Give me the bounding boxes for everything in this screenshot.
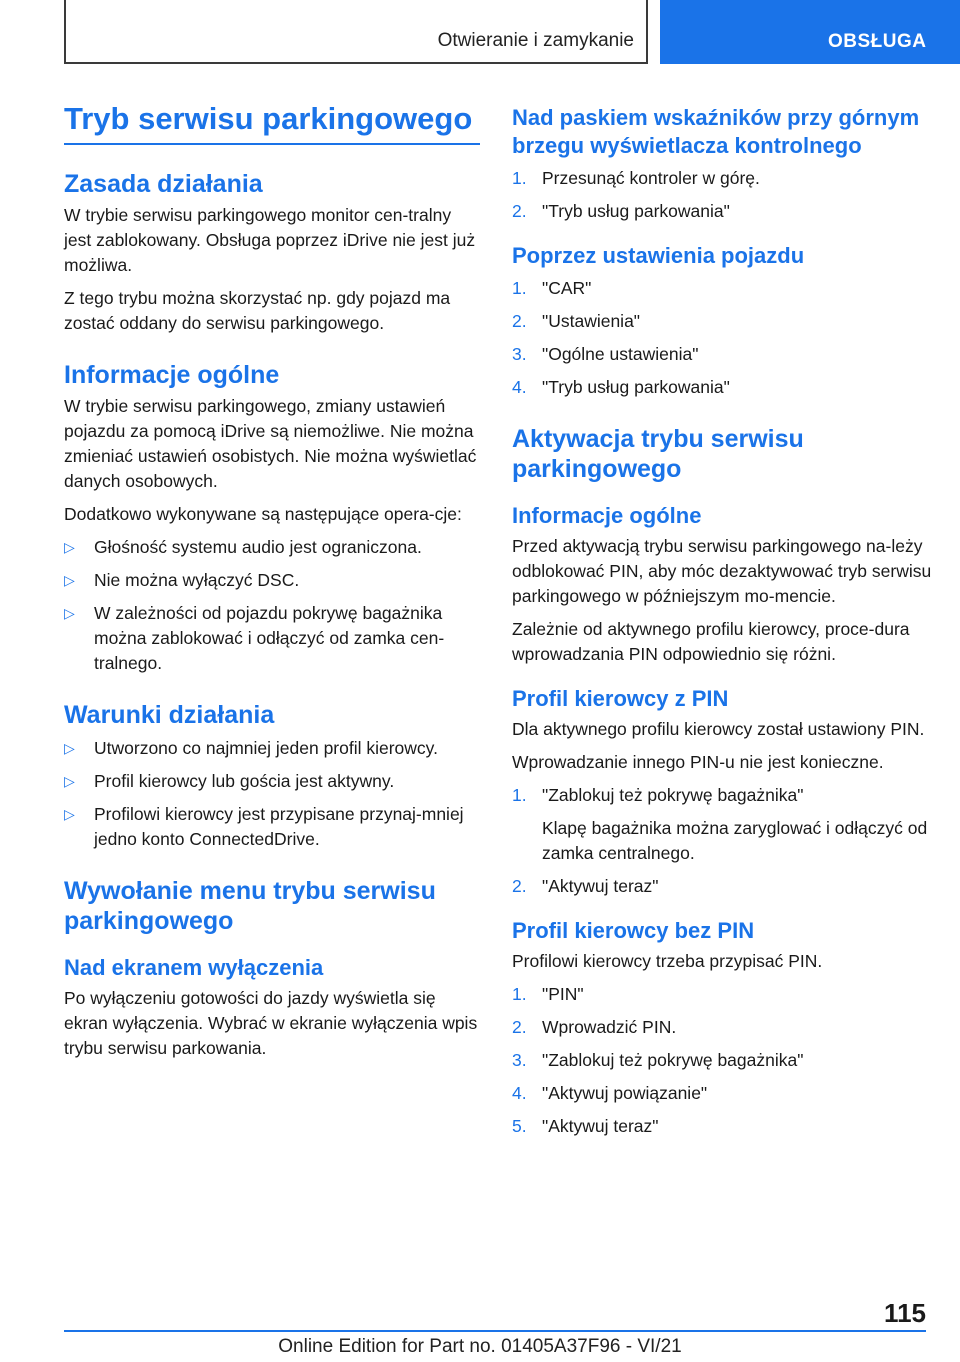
paragraph: Z tego trybu można skorzystać np. gdy pojazd ma zostać oddany do serwisu parkingowego. <box>64 288 451 333</box>
right-column <box>512 100 932 1147</box>
numbered-list <box>512 276 932 400</box>
header-chapter-box <box>64 0 648 64</box>
list-item: 2. "Aktywuj teraz" <box>512 876 659 896</box>
subheading-general-info: Informacje ogólne <box>512 503 702 528</box>
heading-general-info: Informacje ogólne <box>64 361 280 389</box>
subheading-with-pin: Profil kierowcy z PIN <box>512 686 729 711</box>
list-item: ▷ Profil kierowcy lub gościa jest aktywny. <box>64 769 480 794</box>
page-title: Tryb serwisu parkingowego <box>64 100 480 145</box>
paragraph: Po wyłączeniu gotowości do jazdy wyświetla się ekran wyłączenia. Wybrać w ekranie wyłączenia wpis trybu serwisu parkowania. <box>64 988 478 1058</box>
numbered-list <box>512 982 932 1139</box>
bullet-list <box>64 736 480 852</box>
paragraph: Przed aktywacją trybu serwisu parkingowego na-leży odblokować PIN, aby móc dezaktywować tryb serwisu parkingowego w późniejszym mo-mencie. <box>512 536 932 606</box>
footer-edition: Online Edition for Part no. 01405A37F96 - VI/21 <box>278 1336 682 1357</box>
footer-divider <box>64 1330 926 1332</box>
subheading-above-bar: Nad paskiem wskaźników przy górnym brzegu wyświetlacza kontrolnego <box>512 105 920 158</box>
bullet-list <box>64 535 480 676</box>
section-tab-label: OBSŁUGA <box>828 31 927 52</box>
numbered-list <box>512 166 932 224</box>
list-item: ▷ Nie można wyłączyć DSC. <box>64 568 480 593</box>
left-column <box>64 100 480 1069</box>
subheading-off-screen: Nad ekranem wyłączenia <box>64 955 324 980</box>
paragraph: W trybie serwisu parkingowego monitor cen-tralny jest zablokowany. Obsługa poprzez iDrive nie jest już możliwa. <box>64 205 476 275</box>
list-item: 1. "Zablokuj też pokrywę bagażnika" Klapę bagażnika można zaryglować i odłączyć od zamka centralnego. <box>512 783 932 866</box>
heading-principle: Zasada działania <box>64 170 263 198</box>
chapter-title: Otwieranie i zamykanie <box>437 30 634 51</box>
list-item: 5. "Aktywuj teraz" <box>512 1116 659 1136</box>
list-item: 3. "Zablokuj też pokrywę bagażnika" <box>512 1050 804 1070</box>
numbered-list <box>512 783 932 899</box>
triangle-bullet-icon: ▷ <box>64 605 75 621</box>
paragraph: Wprowadzanie innego PIN-u nie jest konieczne. <box>512 752 884 772</box>
list-item: ▷ Głośność systemu audio jest ograniczona. <box>64 535 480 560</box>
list-item: 4. "Tryb usług parkowania" <box>512 377 730 397</box>
list-item: 1. "CAR" <box>512 278 592 298</box>
page-number: 115 <box>884 1298 926 1328</box>
list-item: ▷ Utworzono co najmniej jeden profil kierowcy. <box>64 736 480 761</box>
list-item: 2. "Tryb usług parkowania" <box>512 201 730 221</box>
paragraph: Profilowi kierowcy trzeba przypisać PIN. <box>512 951 823 971</box>
paragraph: Dla aktywnego profilu kierowcy został ustawiony PIN. <box>512 719 925 739</box>
paragraph: Zależnie od aktywnego profilu kierowcy, proce-dura wprowadzania PIN odpowiednio się różni. <box>512 619 910 664</box>
step-note: Klapę bagażnika można zaryglować i odłączyć od zamka centralnego. <box>542 818 928 863</box>
list-item: ▷ Profilowi kierowcy jest przypisane przynaj-mniej jedno konto ConnectedDrive. <box>64 804 464 849</box>
paragraph: W trybie serwisu parkingowego, zmiany ustawień pojazdu za pomocą iDrive są niemożliwe. Nie można zmieniać ustawień osobistych. Nie można wyświetlać danych osobowych. <box>64 396 477 491</box>
triangle-bullet-icon: ▷ <box>64 740 75 756</box>
heading-call-menu: Wywołanie menu trybu serwisu parkingowego <box>64 877 436 935</box>
triangle-bullet-icon: ▷ <box>64 806 75 822</box>
list-item: 2. "Ustawienia" <box>512 311 641 331</box>
heading-conditions: Warunki działania <box>64 701 275 729</box>
triangle-bullet-icon: ▷ <box>64 572 75 588</box>
list-item: 3. "Ogólne ustawienia" <box>512 344 699 364</box>
paragraph: Dodatkowo wykonywane są następujące opera-cje: <box>64 504 462 524</box>
list-item: 1. "PIN" <box>512 984 584 1004</box>
list-item: ▷ W zależności od pojazdu pokrywę bagażnika można zablokować i odłączyć od zamka cen-tralnego. <box>64 603 445 673</box>
section-tab[interactable] <box>660 0 960 64</box>
triangle-bullet-icon: ▷ <box>64 773 75 789</box>
subheading-without-pin: Profil kierowcy bez PIN <box>512 918 755 943</box>
subheading-via-settings: Poprzez ustawienia pojazdu <box>512 243 805 268</box>
list-item: 4. "Aktywuj powiązanie" <box>512 1083 708 1103</box>
list-item: 1. Przesunąć kontroler w górę. <box>512 168 760 188</box>
heading-activation: Aktywacja trybu serwisu parkingowego <box>512 425 804 483</box>
triangle-bullet-icon: ▷ <box>64 539 75 555</box>
list-item: 2. Wprowadzić PIN. <box>512 1017 677 1037</box>
